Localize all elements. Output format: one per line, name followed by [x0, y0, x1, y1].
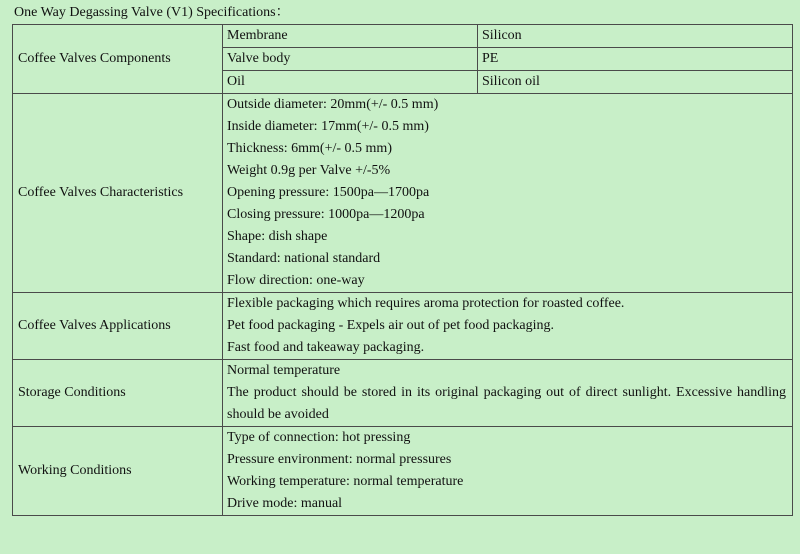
detail-line: Flow direction: one-way — [227, 273, 365, 288]
component-value: PE — [478, 48, 793, 71]
detail-line: Type of connection: hot pressing — [227, 430, 411, 445]
spec-table — [12, 24, 793, 516]
table-row — [13, 293, 793, 360]
detail-line: Weight 0.9g per Valve +/-5% — [227, 163, 391, 178]
details-cell — [223, 360, 793, 427]
detail-line: Working temperature: normal temperature — [227, 474, 464, 489]
detail-line: Flexible packaging which requires aroma protection for roasted coffee. — [227, 296, 625, 311]
detail-line: Normal temperature — [227, 363, 341, 378]
table-row — [13, 427, 793, 516]
detail-line: Inside diameter: 17mm(+/- 0.5 mm) — [227, 119, 429, 134]
detail-line: Standard: national standard — [227, 251, 381, 266]
detail-line: Closing pressure: 1000pa—1200pa — [227, 207, 425, 222]
page-title: One Way Degassing Valve (V1) Specifications： — [14, 5, 290, 20]
category-cell: Working Conditions — [13, 427, 223, 516]
table-row — [13, 94, 793, 293]
component-name: Membrane — [223, 25, 478, 48]
detail-line: Shape: dish shape — [227, 229, 328, 244]
table-row — [13, 25, 793, 48]
category-cell: Coffee Valves Characteristics — [13, 94, 223, 293]
detail-line: Thickness: 6mm(+/- 0.5 mm) — [227, 141, 392, 156]
table-row — [13, 360, 793, 427]
detail-line: Fast food and takeaway packaging. — [227, 340, 425, 355]
component-value: Silicon — [478, 25, 793, 48]
component-name: Valve body — [223, 48, 478, 71]
detail-line: Outside diameter: 20mm(+/- 0.5 mm) — [227, 97, 439, 112]
details-cell — [223, 427, 793, 516]
details-cell — [223, 293, 793, 360]
category-cell: Storage Conditions — [13, 360, 223, 427]
detail-line: Pressure environment: normal pressures — [227, 452, 452, 467]
category-cell: Coffee Valves Components — [13, 25, 223, 94]
detail-line: Opening pressure: 1500pa—1700pa — [227, 185, 430, 200]
details-cell — [223, 94, 793, 293]
detail-paragraph: The product should be stored in its original packaging out of direct sunlight. Excessive handling should be avoided — [227, 385, 786, 422]
component-name: Oil — [223, 71, 478, 94]
category-cell: Coffee Valves Applications — [13, 293, 223, 360]
detail-line: Pet food packaging - Expels air out of pet food packaging. — [227, 318, 554, 333]
component-value: Silicon oil — [478, 71, 793, 94]
detail-line: Drive mode: manual — [227, 496, 343, 511]
